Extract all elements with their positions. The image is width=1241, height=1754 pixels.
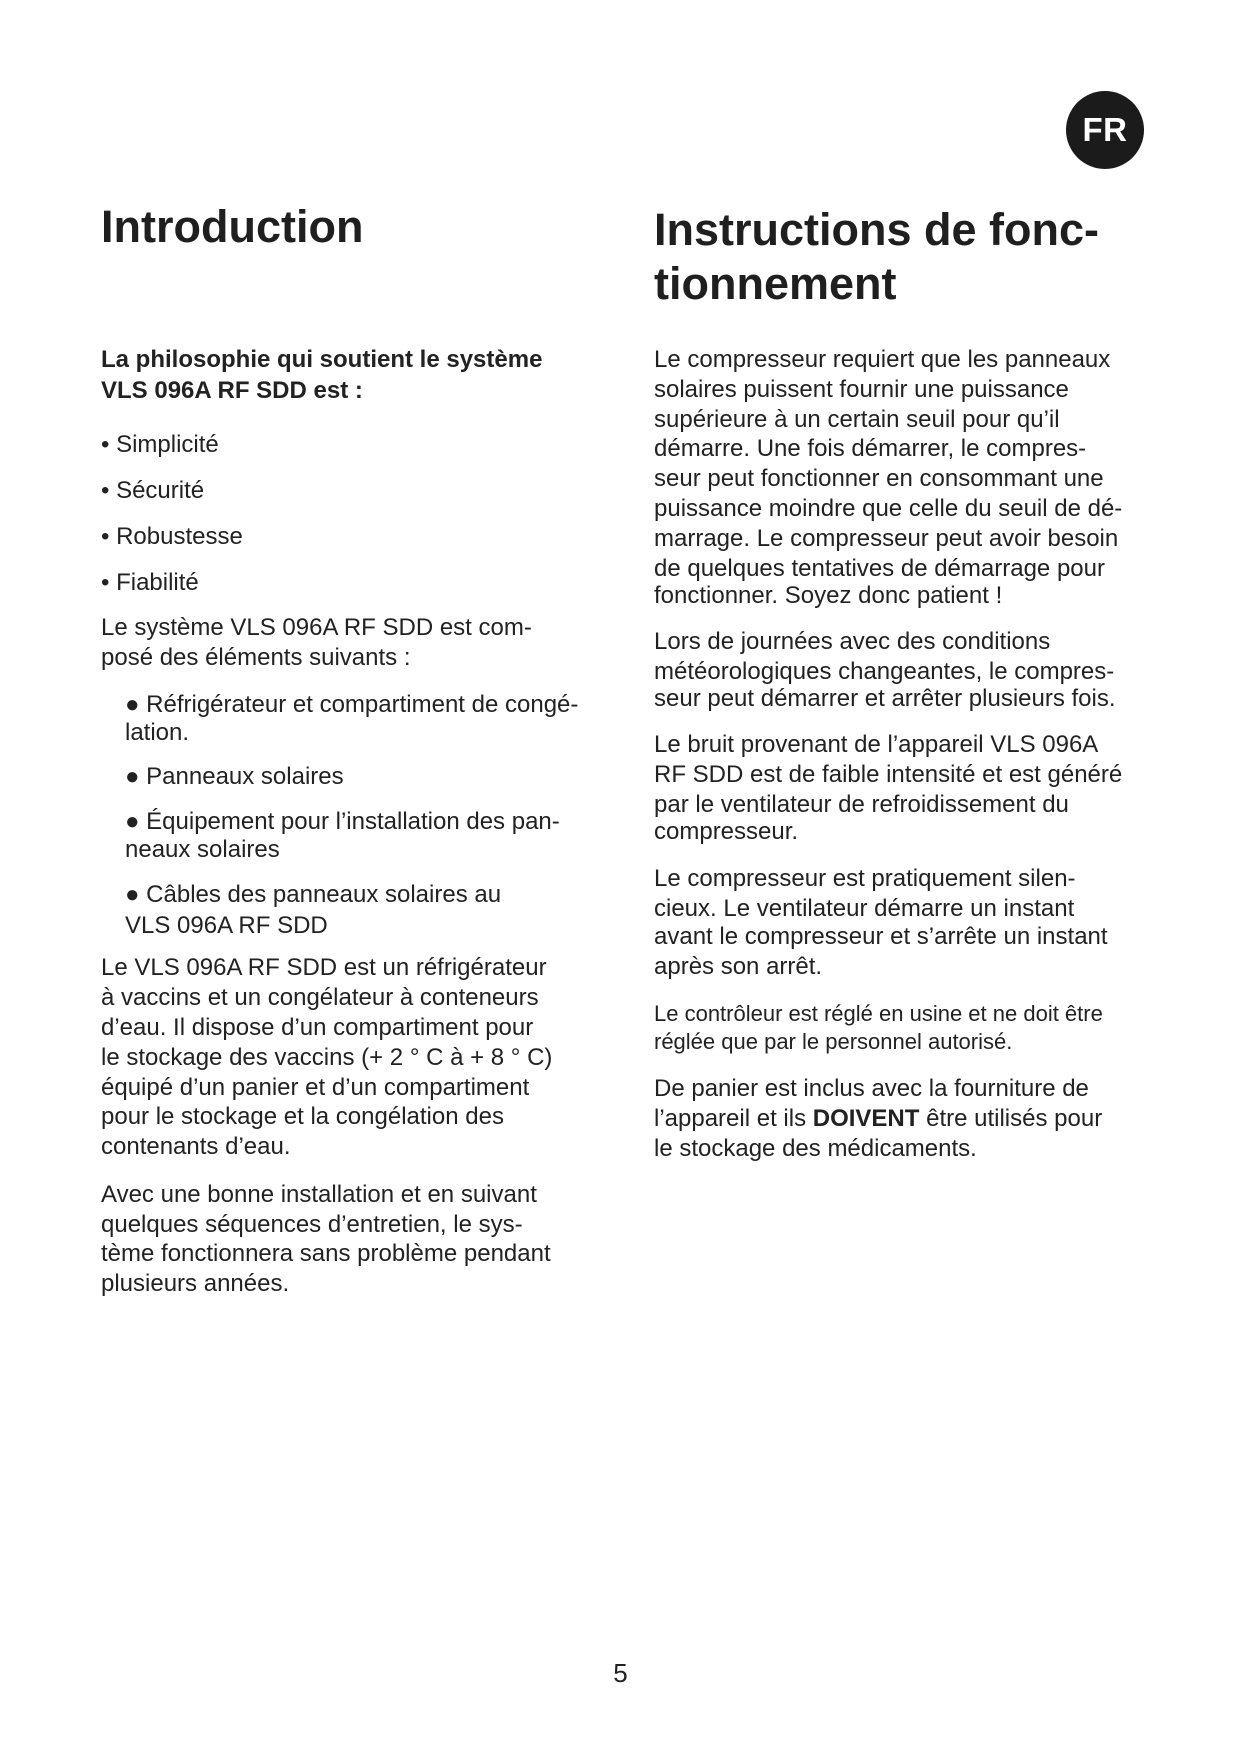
- intro-line-2: VLS 096A RF SDD est :: [101, 377, 363, 404]
- description-line-7: contenants d’eau.: [101, 1133, 291, 1160]
- para4-line-2: cieux. Le ventilateur démarre un instant: [654, 895, 1075, 922]
- principle-fiabilite: • Fiabilité: [101, 569, 199, 596]
- para1-line-1: Le compresseur requiert que les panneaux: [654, 346, 1111, 373]
- para1-line-7: marrage. Le compresseur peut avoir besoin: [654, 525, 1119, 552]
- description-line-4: le stockage des vaccins (+ 2 ° C à + 8 ° C): [101, 1044, 553, 1071]
- closing-line-2: quelques séquences d’entretien, le sys-: [101, 1211, 523, 1238]
- para1-line-2: solaires puissent fournir une puissance: [654, 376, 1069, 403]
- closing-line-3: tème fonctionnera sans problème pendant: [101, 1240, 551, 1267]
- description-line-5: équipé d’un panier et d’un compartiment: [101, 1074, 530, 1101]
- para5-line-1: Le contrôleur est réglé en usine et ne doit être: [654, 1001, 1103, 1026]
- para3-line-3: par le ventilateur de refroidissement du: [654, 791, 1069, 818]
- description-line-1: Le VLS 096A RF SDD est un réfrigérateur: [101, 954, 547, 981]
- para1-line-8: de quelques tentatives de démarrage pour: [654, 555, 1105, 582]
- page-number: 5: [613, 1658, 628, 1688]
- para6-line-3: le stockage des médicaments.: [654, 1135, 977, 1162]
- language-badge: FR: [1066, 91, 1144, 169]
- para6-line-1: De panier est inclus avec la fourniture de: [654, 1075, 1089, 1102]
- description-line-2: à vaccins et un congélateur à conteneurs: [101, 984, 539, 1011]
- para3-line-4: compresseur.: [654, 818, 799, 845]
- principle-securite: • Sécurité: [101, 477, 205, 504]
- description-line-3: d’eau. Il dispose d’un compartiment pour: [101, 1014, 534, 1041]
- para4-line-3: avant le compresseur et s’arrête un instant: [654, 923, 1108, 950]
- para5-line-2: réglée que par le personnel autorisé.: [654, 1029, 1013, 1054]
- description-line-6: pour le stockage et la congélation des: [101, 1103, 504, 1130]
- closing-line-1: Avec une bonne installation et en suivant: [101, 1181, 537, 1208]
- para1-line-6: puissance moindre que celle du seuil de dé-: [654, 495, 1123, 522]
- component-cables-line-1: ● Câbles des panneaux solaires au: [125, 881, 502, 908]
- composition-line-2: posé des éléments suivants :: [101, 644, 411, 671]
- para6-line-2-pre: l’appareil et ils: [654, 1105, 813, 1132]
- instructions-heading-line-2: tionnement: [654, 258, 897, 309]
- intro-line-1: La philosophie qui soutient le système: [101, 346, 543, 373]
- doivent-emphasis: DOIVENT: [812, 1105, 920, 1132]
- para6-line-2: [654, 1104, 1152, 1134]
- para4-line-4: après son arrêt.: [654, 953, 823, 980]
- para3-line-1: Le bruit provenant de l’appareil VLS 096A: [654, 731, 1099, 758]
- instructions-heading-line-1: Instructions de fonc-: [654, 204, 1100, 255]
- para3-line-2: RF SDD est de faible intensité et est généré: [654, 761, 1123, 788]
- component-equipement-line-1: ● Équipement pour l’installation des pan-: [125, 808, 560, 835]
- para4-line-1: Le compresseur est pratiquement silen-: [654, 865, 1076, 892]
- para1-line-4: démarre. Une fois démarrer, le compres-: [654, 435, 1087, 462]
- para2-line-3: seur peut démarrer et arrêter plusieurs fois.: [654, 685, 1116, 712]
- component-equipement-line-2: neaux solaires: [125, 836, 280, 863]
- para1-line-5: seur peut fonctionner en consommant une: [654, 465, 1104, 492]
- component-panneaux: ● Panneaux solaires: [125, 763, 344, 790]
- principle-simplicite: • Simplicité: [101, 431, 219, 458]
- composition-line-1: Le système VLS 096A RF SDD est com-: [101, 614, 532, 641]
- para2-line-2: météorologiques changeantes, le compres-: [654, 658, 1115, 685]
- component-cables-line-2: VLS 096A RF SDD: [125, 912, 328, 939]
- para1-line-9: fonctionner. Soyez donc patient !: [654, 582, 1003, 609]
- principle-robustesse: • Robustesse: [101, 523, 243, 550]
- para1-line-3: supérieure à un certain seuil pour qu’il: [654, 406, 1060, 433]
- closing-line-4: plusieurs années.: [101, 1270, 290, 1297]
- introduction-heading: Introduction: [101, 201, 364, 252]
- para6-line-2-post: être utilisés pour: [919, 1105, 1103, 1132]
- para2-line-1: Lors de journées avec des conditions: [654, 628, 1051, 655]
- component-refrigerateur-line-1: ● Réfrigérateur et compartiment de congé-: [125, 691, 579, 718]
- component-refrigerateur-line-2: lation.: [125, 719, 190, 746]
